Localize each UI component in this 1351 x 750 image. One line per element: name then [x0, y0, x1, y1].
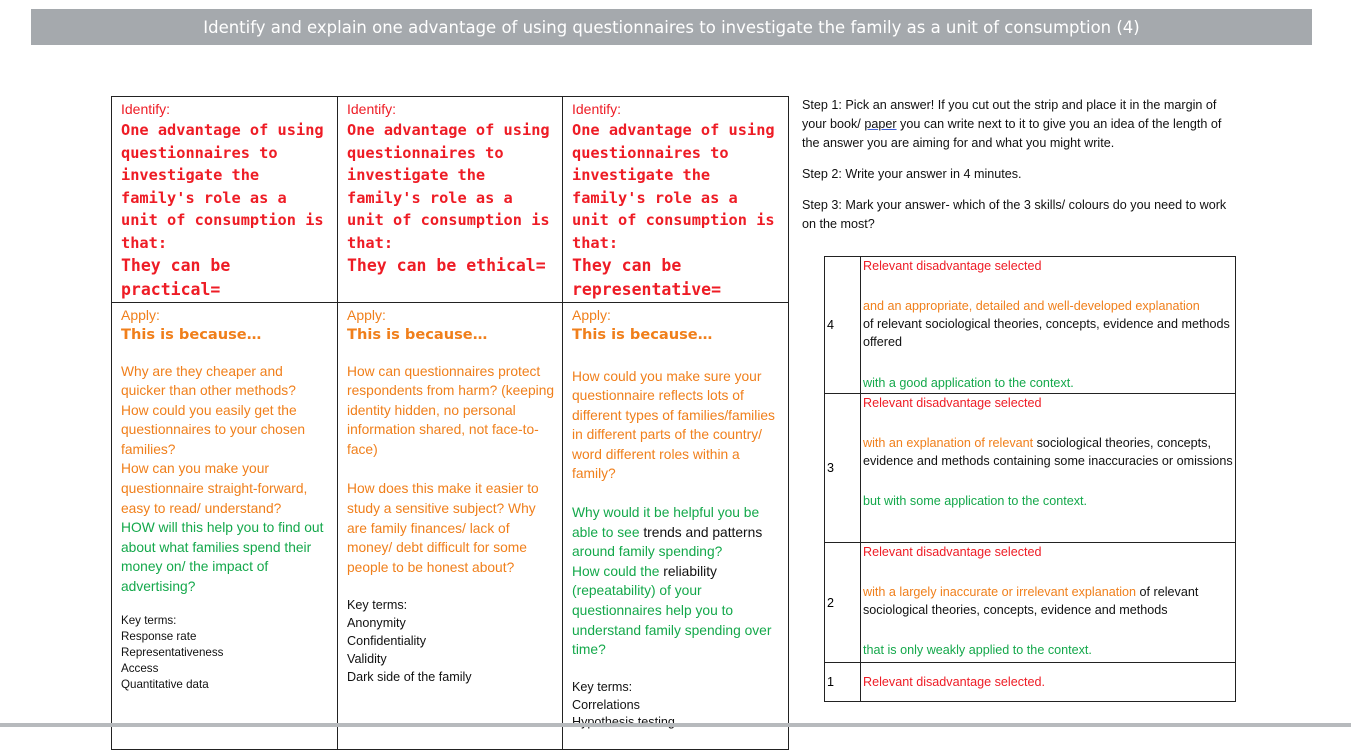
- prompt-sensitive-subject: How does this make it easier to study a sensitive subject? Why are family finances/ lack of money/ debt difficult for some people to be honest about?: [347, 481, 539, 575]
- descriptor-explain: and an appropriate, detailed and well-developed explanation: [863, 299, 1200, 313]
- mark-scheme-table: [824, 256, 1236, 702]
- mark-value: 1: [825, 663, 861, 702]
- apply-row: [112, 303, 789, 750]
- identify-statement: One advantage of using questionnaires to investigate the family's role as a unit of consumption is that:: [121, 121, 324, 252]
- key-term: Correlations: [572, 697, 640, 712]
- key-term: Quantitative data: [121, 677, 209, 691]
- identify-label: Identify:: [347, 101, 397, 117]
- key-terms-label: Key terms:: [347, 598, 408, 613]
- prompt-cheaper: Why are they cheaper and quicker than other methods?: [121, 363, 296, 399]
- key-term: Access: [121, 661, 159, 675]
- descriptor-theory: of relevant sociological theories, concepts, evidence and methods: [863, 585, 1199, 617]
- mark-descriptor: [861, 663, 1236, 702]
- because-heading: This is because…: [347, 326, 488, 343]
- descriptor-explain: [863, 583, 1233, 619]
- prompt-protect: How can questionnaires protect respondents from harm? (keeping identity hidden, no personal information shared, not face-to-face): [347, 363, 555, 457]
- prompt-trends: [572, 503, 782, 562]
- mark-row-2: [825, 543, 1236, 663]
- apply-cell-representative: [563, 303, 789, 750]
- prompt-trends-text: Why would it be helpful you be able to see: [572, 505, 760, 540]
- identify-cell-ethical: [338, 97, 563, 303]
- apply-cell-practical: [112, 303, 338, 750]
- prompt-reliability: [572, 562, 782, 660]
- descriptor-identify: Relevant disadvantage selected: [863, 545, 1042, 559]
- descriptor-identify: Relevant disadvantage selected: [863, 396, 1042, 410]
- key-term: Confidentiality: [347, 634, 427, 649]
- apply-cell-ethical: [338, 303, 563, 750]
- because-heading: This is because…: [121, 326, 262, 343]
- mark-value: 4: [825, 257, 861, 394]
- mark-value: 2: [825, 543, 861, 663]
- step-1-paper: paper: [864, 117, 897, 131]
- key-term: Dark side of the family: [347, 669, 472, 684]
- apply-label: Apply:: [572, 307, 611, 323]
- prompt-reliability-text: How could the: [572, 563, 664, 579]
- identify-label: Identify:: [572, 101, 622, 117]
- mark-descriptor: [861, 543, 1236, 663]
- descriptor-identify: Relevant disadvantage selected.: [863, 675, 1046, 689]
- step-1: [802, 96, 1242, 153]
- prompt-help-find: HOW will this help you to find out about what families spend their money on/ the impact of advertising?: [121, 520, 324, 595]
- identify-label: Identify:: [121, 101, 171, 117]
- bottom-rule: [0, 723, 1351, 727]
- prompt-reliability-end: (repeatability) of your questionnaires help you to understand family spending over time?: [572, 583, 772, 658]
- step-2: Step 2: Write your answer in 4 minutes.: [802, 167, 1022, 181]
- reliability-term: reliability: [663, 563, 717, 579]
- instructions: [802, 96, 1242, 246]
- descriptor-explain-orange: with an explanation of relevant: [863, 436, 1034, 450]
- key-terms-label: Key terms:: [121, 613, 177, 627]
- identify-row: [112, 97, 789, 303]
- mark-row-4: [825, 257, 1236, 394]
- descriptor-identify: Relevant disadvantage selected: [863, 259, 1042, 273]
- apply-label: Apply:: [121, 307, 160, 323]
- answer-representative: They can be representative=: [572, 256, 722, 299]
- prompt-trends-end: around family spending?: [572, 544, 723, 560]
- answer-ethical: They can be ethical=: [347, 256, 546, 275]
- descriptor-explain: [863, 434, 1233, 470]
- answer-practical: They can be practical=: [121, 256, 231, 299]
- descriptor-explain-orange: with a largely inaccurate or irrelevant explanation: [863, 585, 1137, 599]
- mark-descriptor: [861, 257, 1236, 394]
- prompt-easily-get: How could you easily get the questionnaires to your chosen families?: [121, 402, 306, 457]
- key-term: Validity: [347, 651, 387, 666]
- identify-cell-practical: [112, 97, 338, 303]
- identify-statement: One advantage of using questionnaires to investigate the family's role as a unit of consumption is that:: [347, 121, 550, 252]
- identify-cell-representative: [563, 97, 789, 303]
- key-term: Anonymity: [347, 616, 406, 631]
- apply-label: Apply:: [347, 307, 386, 323]
- descriptor-apply: that is only weakly applied to the context.: [863, 643, 1092, 657]
- answer-options-table: [111, 96, 789, 750]
- step-1-text-end: you can write next to it to give you an idea of the length of the answer you are aiming for and what you might write.: [802, 117, 1222, 150]
- prompt-straightforward: How can you make your questionnaire straight-forward, easy to read/ understand?: [121, 461, 308, 516]
- mark-row-1: [825, 663, 1236, 702]
- mark-descriptor: [861, 394, 1236, 543]
- identify-statement: One advantage of using questionnaires to investigate the family's role as a unit of consumption is that:: [572, 121, 775, 252]
- key-terms-label: Key terms:: [572, 679, 633, 694]
- trends-term: trends and patterns: [643, 524, 763, 540]
- key-term: Response rate: [121, 629, 197, 643]
- mark-value: 3: [825, 394, 861, 543]
- mark-row-3: [825, 394, 1236, 543]
- descriptor-theory: sociological theories, concepts, evidence and methods containing some inaccuracies or omissions: [863, 436, 1233, 468]
- page-title-banner: Identify and explain one advantage of using questionnaires to investigate the family as a unit of consumption (4): [31, 9, 1312, 45]
- prompt-reflects-types: How could you make sure your questionnaire reflects lots of different types of families/families in different parts of the country/ word different roles within a family?: [572, 368, 775, 482]
- descriptor-apply: with a good application to the context.: [863, 376, 1074, 390]
- step-3: Step 3: Mark your answer- which of the 3 skills/ colours do you need to work on the most?: [802, 198, 1227, 231]
- key-term: Representativeness: [121, 645, 224, 659]
- descriptor-apply: but with some application to the context.: [863, 494, 1088, 508]
- because-heading: This is because…: [572, 326, 713, 343]
- descriptor-theory: of relevant sociological theories, concepts, evidence and methods offered: [863, 317, 1230, 349]
- step-1-text: Step 1: Pick an answer! If you cut out the strip and place it in the margin of your book/: [802, 98, 1217, 131]
